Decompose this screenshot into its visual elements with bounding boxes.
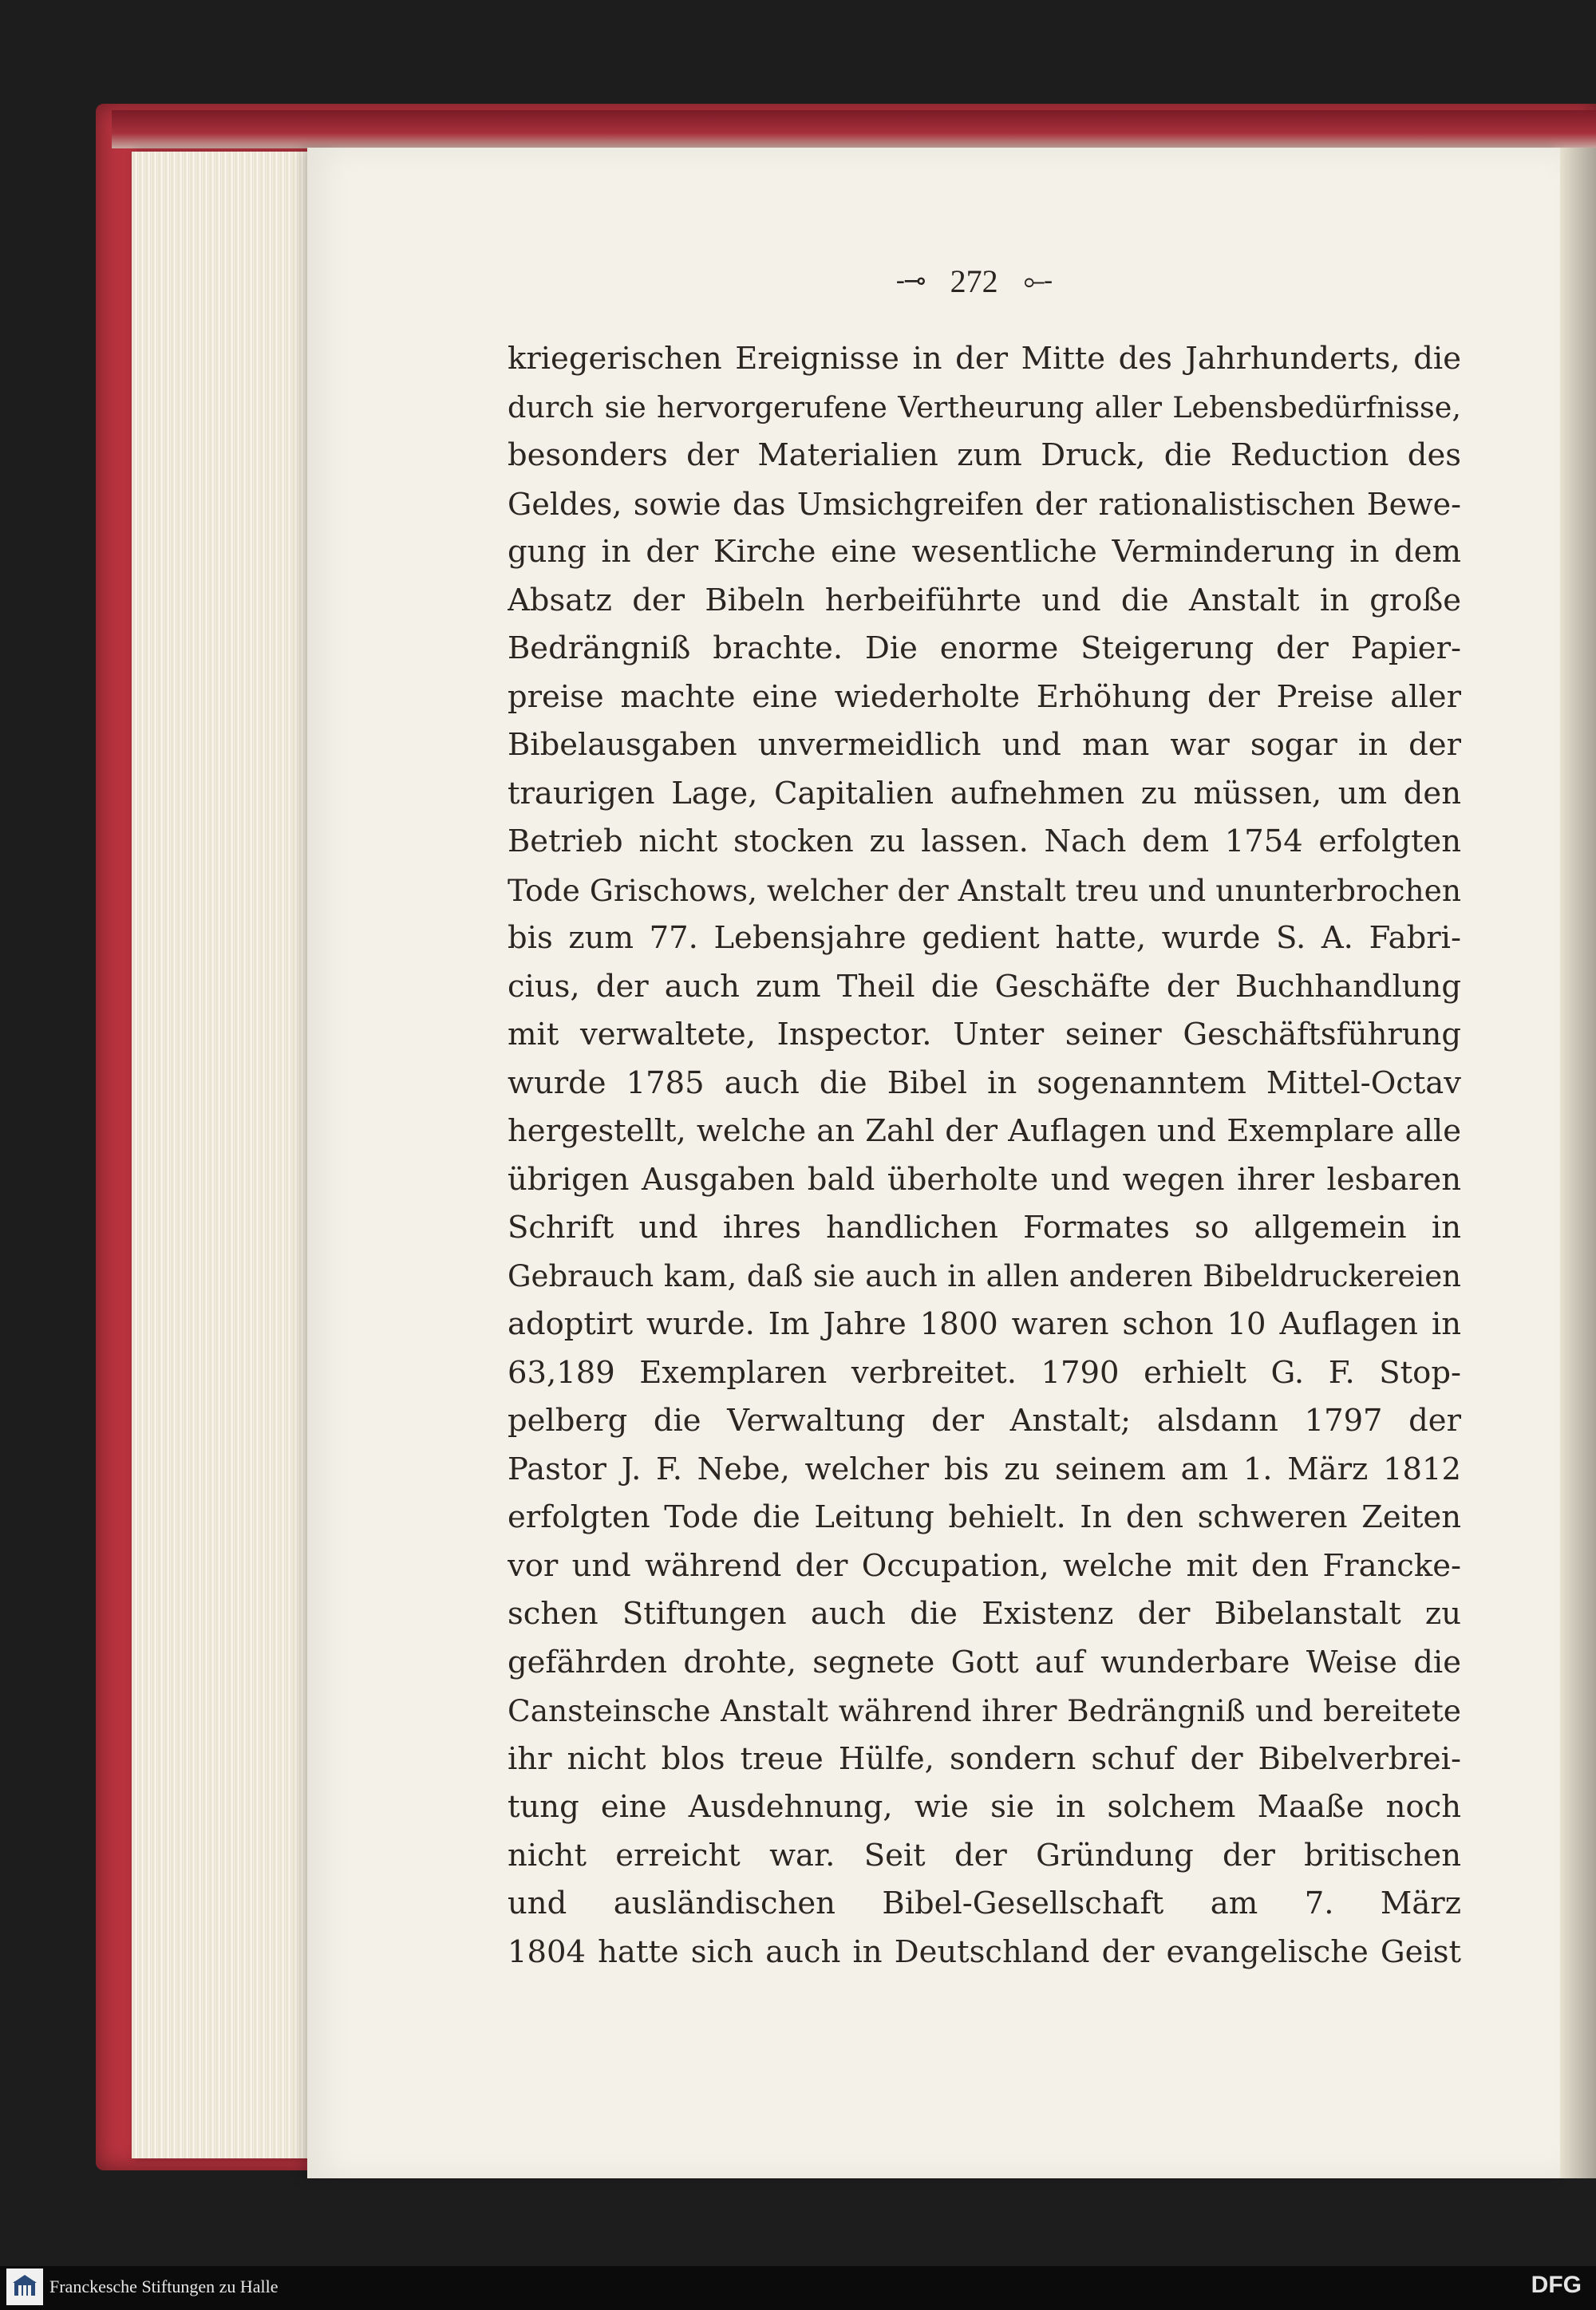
text-line: und ausländischen Bibel-Gesellschaft am 7. März <box>508 1886 1461 1921</box>
text-line: cius, der auch zum Theil die Geschäfte der Buchhandlung <box>508 968 1461 1005</box>
text-line: besonders der Materialien zum Druck, die Reduction des <box>508 437 1461 473</box>
text-line: erfolgten Tode die Leitung behielt. In den schweren Zeiten <box>508 1499 1461 1535</box>
text-line: Tode Grischows, welcher der Anstalt treu und ununterbrochen <box>508 872 1461 908</box>
text-line: Geldes, sowie das Umsichgreifen der rationalistischen Bewe- <box>508 486 1461 522</box>
text-line: kriegerischen Ereignisse in der Mitte des Jahrhunderts, die <box>508 341 1461 377</box>
text-line: hergestellt, welche an Zahl der Auflagen und Exemplare alle <box>508 1113 1461 1149</box>
text-line: Bibelausgaben unvermeidlich und man war sogar in der <box>508 727 1461 763</box>
page-right-edge <box>1560 148 1596 2178</box>
text-line: preise machte eine wiederholte Erhöhung der Preise aller <box>508 678 1461 715</box>
text-line: Bedrängniß brachte. Die enorme Steigerung der Papier- <box>508 630 1461 666</box>
text-line: mit verwaltete, Inspector. Unter seiner Geschäftsführung <box>508 1017 1461 1052</box>
text-line: nicht erreicht war. Seit der Gründung der britischen <box>508 1837 1461 1874</box>
text-line: bis zum 77. Lebensjahre gedient hatte, wurde S. A. Fabri- <box>508 920 1461 956</box>
text-line: Gebrauch kam, daß sie auch in allen anderen Bibeldruckereien <box>508 1258 1461 1293</box>
body-text <box>508 335 1461 1976</box>
text-line: ihr nicht blos treue Hülfe, sondern schuf der Bibelverbrei- <box>508 1740 1461 1777</box>
text-line: Betrieb nicht stocken zu lassen. Nach dem 1754 erfolgten <box>508 823 1461 859</box>
text-line: Cansteinsche Anstalt während ihrer Bedrängniß und bereitete <box>508 1693 1461 1728</box>
text-line: gung in der Kirche eine wesentliche Verminderung in dem <box>508 534 1461 570</box>
text-line: übrigen Ausgaben bald überholte und wegen ihrer lesbaren <box>508 1161 1461 1198</box>
institution-name[interactable]: Franckesche Stiftungen zu Halle <box>49 2276 279 2296</box>
dfg-logo: DFG <box>1531 2272 1582 2298</box>
book-cover-top-edge <box>112 110 1596 148</box>
text-line: tung eine Ausdehnung, wie sie in solchem Maaße noch <box>508 1789 1461 1825</box>
text-line: wurde 1785 auch die Bibel in sogenanntem Mittel-Octav <box>508 1064 1461 1101</box>
institution-logo-icon[interactable] <box>6 2269 43 2305</box>
text-line: durch sie hervorgerufene Vertheurung aller Lebensbedürfnisse, <box>508 389 1461 424</box>
text-line: gefährden drohte, segnete Gott auf wunderbare Weise die <box>508 1644 1461 1680</box>
page-stack-edges <box>132 152 327 2158</box>
text-line: vor und während der Occupation, welche mit den Francke- <box>508 1547 1461 1584</box>
text-line: schen Stiftungen auch die Existenz der Bibelanstalt zu <box>508 1596 1461 1632</box>
text-line: adoptirt wurde. Im Jahre 1800 waren schon 10 Auflagen in <box>508 1306 1461 1342</box>
text-line: pelberg die Verwaltung der Anstalt; alsdann 1797 der <box>508 1403 1461 1439</box>
page-header <box>846 257 1101 305</box>
ornament-left-icon: -⊸ <box>895 265 925 297</box>
text-line: Absatz der Bibeln herbeiführte und die Anstalt in große <box>508 582 1461 618</box>
text-line: Schrift und ihres handlichen Formates so allgemein in <box>508 1210 1461 1246</box>
page-number: 272 <box>950 263 998 299</box>
text-line: 63,189 Exemplaren verbreitet. 1790 erhielt G. F. Stop- <box>508 1354 1461 1391</box>
text-line: 1804 hatte sich auch in Deutschland der evangelische Geist <box>508 1933 1461 1970</box>
text-line: Pastor J. F. Nebe, welcher bis zu seinem am 1. März 1812 <box>508 1451 1461 1487</box>
ornament-right-icon: ⟜- <box>1023 265 1052 297</box>
text-line: traurigen Lage, Capitalien aufnehmen zu müssen, um den <box>508 775 1461 811</box>
